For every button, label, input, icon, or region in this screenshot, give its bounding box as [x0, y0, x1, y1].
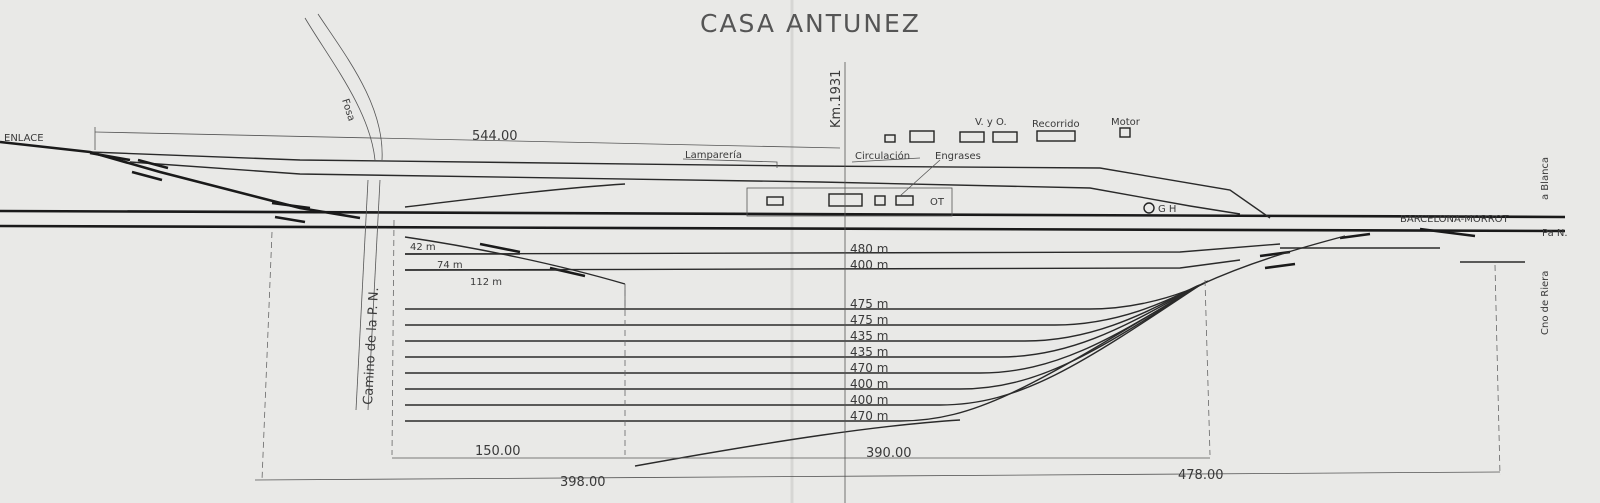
engrases-leader — [900, 160, 940, 196]
plan-title: CASA ANTUNEZ — [700, 9, 921, 38]
siding-track — [405, 285, 1200, 373]
siding-track — [405, 285, 1200, 421]
circulacion-label: Circulación — [855, 151, 911, 162]
siding-length-label: 435 m — [850, 329, 889, 343]
lampareria-label: Lamparería — [685, 150, 742, 161]
short-track — [405, 184, 625, 207]
siding-track — [405, 285, 1200, 325]
siding-track — [405, 285, 1200, 405]
siding-track — [405, 285, 1200, 357]
dim-top: 544.00 — [472, 129, 518, 144]
station-enclosure — [747, 188, 952, 216]
stub-length-2: 74 m — [437, 260, 463, 271]
blanca-label: a Blanca — [1540, 156, 1551, 200]
siding-length-label: 435 m — [850, 345, 889, 359]
siding-length-label: 475 m — [850, 297, 889, 311]
camino-label: Camino de la P. N. — [361, 286, 383, 406]
siding-length-label: 475 m — [850, 313, 889, 327]
vyo-label: V. y O. — [975, 117, 1007, 128]
siding-length-label: 470 m — [850, 409, 889, 423]
siding-length-label: 470 m — [850, 361, 889, 375]
gh-label: G H — [1158, 204, 1177, 215]
ot-label: OT — [930, 197, 944, 208]
fosa-road-left — [305, 18, 375, 160]
siding-labels — [850, 242, 888, 423]
pan-label: Pa N. — [1542, 228, 1568, 239]
siding-track — [405, 281, 1208, 309]
main-track-lower — [0, 226, 1565, 231]
enlace-label: ENLACE — [4, 133, 44, 144]
dim-total-left: 398.00 — [560, 475, 606, 490]
dim-mid-bottom: 390.00 — [866, 446, 912, 461]
dim-left-bottom: 150.00 — [475, 444, 521, 459]
buildings-top — [885, 128, 1130, 142]
siding-length-label: 400 m — [850, 377, 889, 391]
gh-marker — [1144, 203, 1154, 213]
recorrido-label: Recorrido — [1032, 119, 1080, 130]
dim-total-right: 478.00 — [1178, 468, 1224, 483]
km-label: Km.1931 — [829, 69, 844, 128]
fosa-label: Fosa — [339, 97, 357, 123]
siding-length-label: 480 m — [850, 242, 889, 256]
engrases-label: Engrases — [935, 151, 981, 162]
stub-length-3: 112 m — [470, 277, 503, 288]
siding-ladder — [1200, 236, 1345, 285]
siding-track — [405, 260, 1240, 270]
dimension-lines — [95, 127, 1500, 480]
siding-length-label: 400 m — [850, 258, 889, 272]
siding-length-label: 400 m — [850, 393, 889, 407]
motor-label: Motor — [1111, 117, 1140, 128]
station-buildings — [767, 194, 913, 206]
cno-riera-label: Cno de Riera — [1540, 270, 1551, 335]
stub-length-1: 42 m — [410, 242, 436, 253]
loop-track-upper — [90, 152, 1270, 218]
siding-track — [405, 285, 1200, 341]
barcelona-morrot-label: BARCELONA-MORROT — [1400, 214, 1509, 225]
siding-track — [405, 244, 1280, 254]
